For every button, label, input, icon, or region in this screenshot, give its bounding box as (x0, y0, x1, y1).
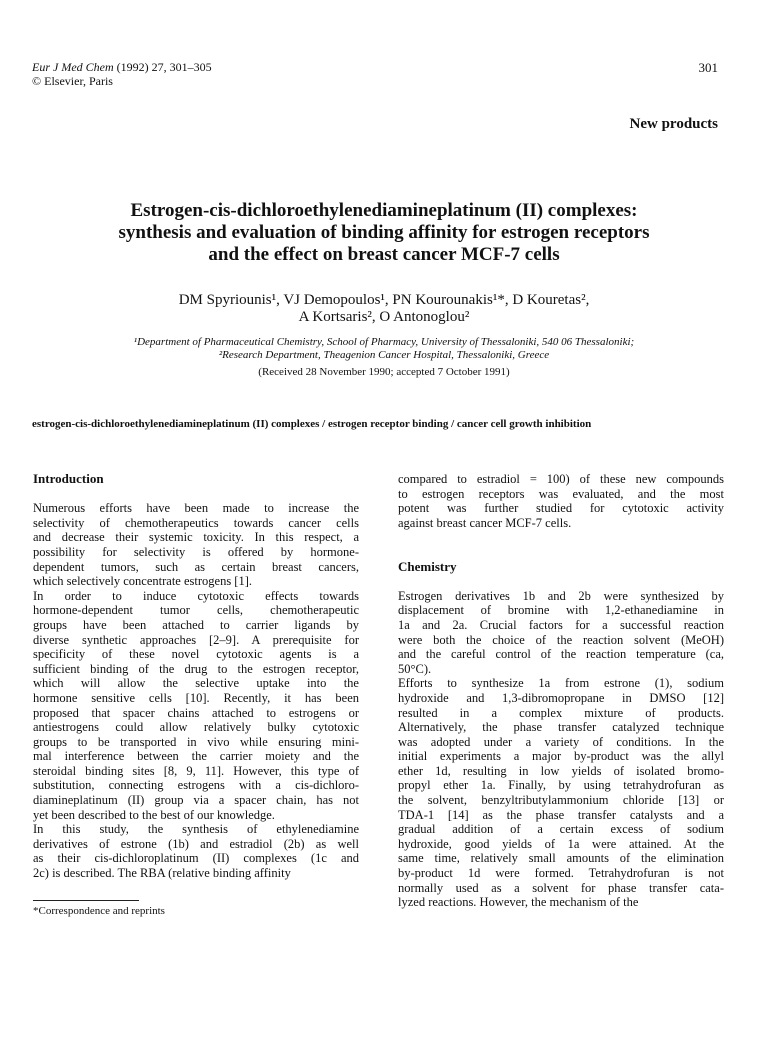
text-line: were both the choice of the reaction solvent (MeOH) (398, 632, 724, 647)
text-line: In this study, the synthesis of ethylenediamine (33, 822, 359, 837)
text-line: 2c) is described. The RBA (relative binding affinity (33, 866, 291, 881)
text-line: substitution, connecting estrogens with a cis-dichloro- (33, 778, 359, 793)
authors-line: DM Spyriounis¹, VJ Demopoulos¹, PN Kourounakis¹*, D Kouretas², (178, 292, 590, 308)
text-line: groups to be transported in vivo while ensuring mini- (33, 734, 359, 749)
paragraph (398, 472, 724, 530)
text-line: which will allow the selective uptake into the (33, 676, 359, 691)
journal-volume: (1992) 27, 301–305 (116, 60, 212, 74)
text-line: Alternatively, the phase transfer catalyzed technique (398, 720, 724, 735)
text-line: hydroxide, good yields of 1a were attained. At the (398, 836, 724, 851)
section-heading-introduction: Introduction (33, 471, 104, 486)
text-line: possibility for selectivity is offered by hormone- (33, 544, 359, 559)
left-column (33, 472, 359, 881)
footnote: *Correspondence and reprints (33, 905, 165, 917)
affiliations (30, 336, 738, 362)
text-line: hydroxide and 1,3-dibromopropane in DMSO [12] (398, 690, 724, 705)
text-line: by-product 1d were formed. Tetrahydrofuran is not (398, 866, 724, 881)
copyright: © Elsevier, Paris (32, 74, 113, 88)
text-line: potent was further studied for cytotoxic activity (398, 501, 724, 516)
text-line: TDA-1 [14] as the phase transfer catalysts and a (398, 807, 724, 822)
text-line: hormone sensitive cells [10]. Recently, it has been (33, 690, 359, 705)
title-line: and the effect on breast cancer MCF-7 cells (208, 244, 560, 265)
article-title (60, 200, 708, 266)
affiliation: ²Research Department, Theagenion Cancer Hospital, Thessaloniki, Greece (218, 349, 550, 361)
text-line: 1a and 2a. Crucial factors for a successful reaction (398, 617, 724, 632)
text-line: proposed that spacer chains attached to estrogens or (33, 705, 359, 720)
text-line: gradual addition of a certain excess of sodium (398, 822, 724, 837)
journal-citation (32, 60, 212, 88)
text-line: displacement of bromine with 1,2-ethanediamine in (398, 603, 724, 618)
text-line: and decrease their systemic toxicity. In this respect, a (33, 530, 359, 545)
text-line: sufficient binding of the drug to the estrogen receptor, (33, 661, 359, 676)
text-line: hormone-dependent tumor cells, chemotherapeutic (33, 603, 359, 618)
received-dates: (Received 28 November 1990; accepted 7 October 1991) (258, 366, 510, 378)
right-column (398, 472, 724, 910)
text-line: selectivity of chemotherapeutics towards cancer cells (33, 515, 359, 530)
text-line: compared to estradiol = 100) of these new compounds (398, 472, 724, 486)
text-line: Numerous efforts have been made to increase the (33, 501, 359, 516)
text-line: the solvent, benzyltributylammonium chloride [13] or (398, 793, 724, 808)
text-line: which selectively concentrate estrogens [1]. (33, 574, 253, 589)
paragraph (33, 501, 359, 589)
text-line: 50°C). (398, 661, 432, 676)
page-number: 301 (698, 60, 718, 75)
author-list (60, 292, 708, 326)
authors-line: A Kortsaris², O Antonoglou² (298, 309, 470, 325)
section-heading-chemistry: Chemistry (398, 558, 457, 574)
text-line: lyzed reactions. However, the mechanism of the (398, 895, 639, 910)
text-line: specificity of these novel cytotoxic agents is a (33, 647, 359, 662)
text-line: derivatives of estrone (1b) and estradiol (2b) as well (33, 836, 359, 851)
paragraph (33, 589, 359, 823)
text-line: propyl ether 1a. Finally, by using tetrahydrofuran as (398, 778, 724, 793)
keywords: estrogen-cis-dichloroethylenediamineplatinum (II) complexes / estrogen receptor binding / cancer cell growth inhibition (32, 418, 592, 430)
text-line: antiestrogens could allow relatively bulky cytotoxic (33, 720, 359, 735)
section-label: New products (629, 116, 718, 132)
title-line: synthesis and evaluation of binding affinity for estrogen receptors (118, 222, 650, 243)
text-line: as their cis-dichloroplatinum (II) complexes (1c and (33, 851, 359, 866)
affiliation: ¹Department of Pharmaceutical Chemistry, School of Pharmacy, University of Thessaloniki, 540 06 Thessaloniki; (133, 336, 635, 348)
text-line: same time, relatively small amounts of the elimination (398, 851, 724, 866)
text-line: diamineplatinum (II) group via a spacer chain, has not (33, 793, 359, 808)
paragraph (398, 589, 724, 677)
text-line: diverse synthetic approaches [2–9]. A prerequisite for (33, 632, 359, 647)
text-line: dependent tumors, such as certain breast cancers, (33, 559, 359, 574)
text-line: to estrogen receptors was evaluated, and the most (398, 486, 724, 501)
text-line: against breast cancer MCF-7 cells. (398, 515, 572, 530)
text-line: steroidal binding sites [8, 9, 11]. However, this type of (33, 763, 359, 778)
text-line: normally used as a solvent for phase transfer cata- (398, 880, 724, 895)
text-line: resulted in a complex mixture of products. (398, 705, 724, 720)
text-line: and the careful control of the reaction temperature (ca, (398, 647, 724, 662)
journal-name: Eur J Med Chem (32, 60, 114, 74)
text-line: was adopted under a variety of conditions. In the (398, 734, 724, 749)
paragraph (398, 676, 724, 910)
paragraph (33, 822, 359, 880)
text-line: Estrogen derivatives 1b and 2b were synthesized by (398, 588, 724, 603)
text-line: ether 1d, resulting in low yields of isolated bromo- (398, 763, 724, 778)
title-line: Estrogen-cis-dichloroethylenediamineplatinum (II) complexes: (130, 200, 638, 221)
text-line: groups have been attached to carrier ligands by (33, 617, 359, 632)
text-line: In order to induce cytotoxic effects towards (33, 588, 359, 603)
text-line: mal interference between the carrier moiety and the (33, 749, 359, 764)
footnote-rule (33, 900, 139, 901)
text-line: Efforts to synthesize 1a from estrone (1), sodium (398, 676, 724, 691)
text-line: yet been described to the best of our knowledge. (33, 807, 275, 822)
text-line: initial experiments a major by-product was the allyl (398, 749, 724, 764)
